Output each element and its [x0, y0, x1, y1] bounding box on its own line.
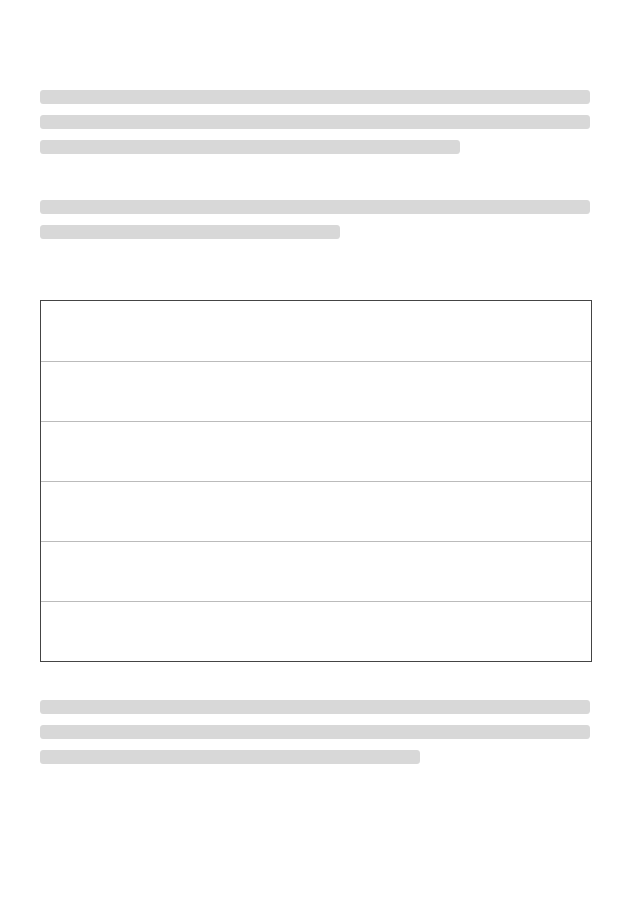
divider: [41, 601, 591, 602]
divider: [41, 541, 591, 542]
divider: [41, 481, 591, 482]
text-placeholder: [40, 200, 590, 214]
divider: [41, 361, 591, 362]
text-placeholder: [40, 700, 590, 714]
text-placeholder: [40, 90, 590, 104]
text-placeholder: [40, 140, 460, 154]
text-placeholder: [40, 115, 590, 129]
text-placeholder: [40, 225, 340, 239]
text-placeholder: [40, 725, 590, 739]
content-block: [40, 300, 592, 662]
divider: [41, 421, 591, 422]
text-placeholder: [40, 750, 420, 764]
